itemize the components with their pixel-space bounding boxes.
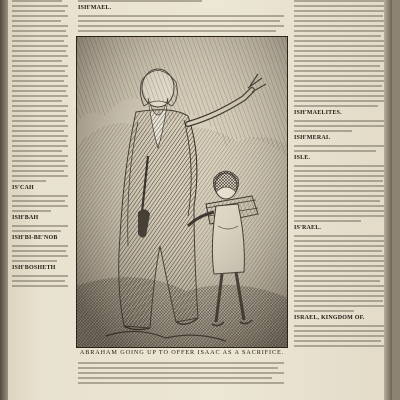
vignette [76, 36, 288, 348]
page-edge [384, 0, 392, 400]
entry-heading: ISRAEL, KINGDOM OF. [294, 315, 365, 321]
column-right-text [294, 0, 390, 400]
entry-heading: ISH'BAH [12, 215, 39, 221]
entry-heading: ISH'MERAI. [294, 135, 331, 141]
entry-heading: ISH'MAEL. [78, 5, 112, 11]
entry-heading: ISLE. [294, 155, 311, 161]
column-left-text [12, 0, 68, 400]
entry-heading: IS'CAH [12, 185, 34, 191]
column-top-text [78, 0, 284, 34]
book-page [8, 0, 392, 400]
entry-heading: ISH'MAELITES. [294, 110, 342, 116]
column-bottom-text [78, 362, 284, 400]
entry-heading: ISH'BI-BE'NOB [12, 235, 58, 241]
engraving-illustration [76, 36, 288, 348]
book-gutter [0, 0, 8, 400]
entry-heading: IS'RAEL. [294, 225, 322, 231]
illustration-caption: ABRAHAM GOING UP TO OFFER ISAAC AS A SACRIFICE. [79, 349, 285, 356]
entry-heading: ISH'BOSHETH [12, 265, 56, 271]
